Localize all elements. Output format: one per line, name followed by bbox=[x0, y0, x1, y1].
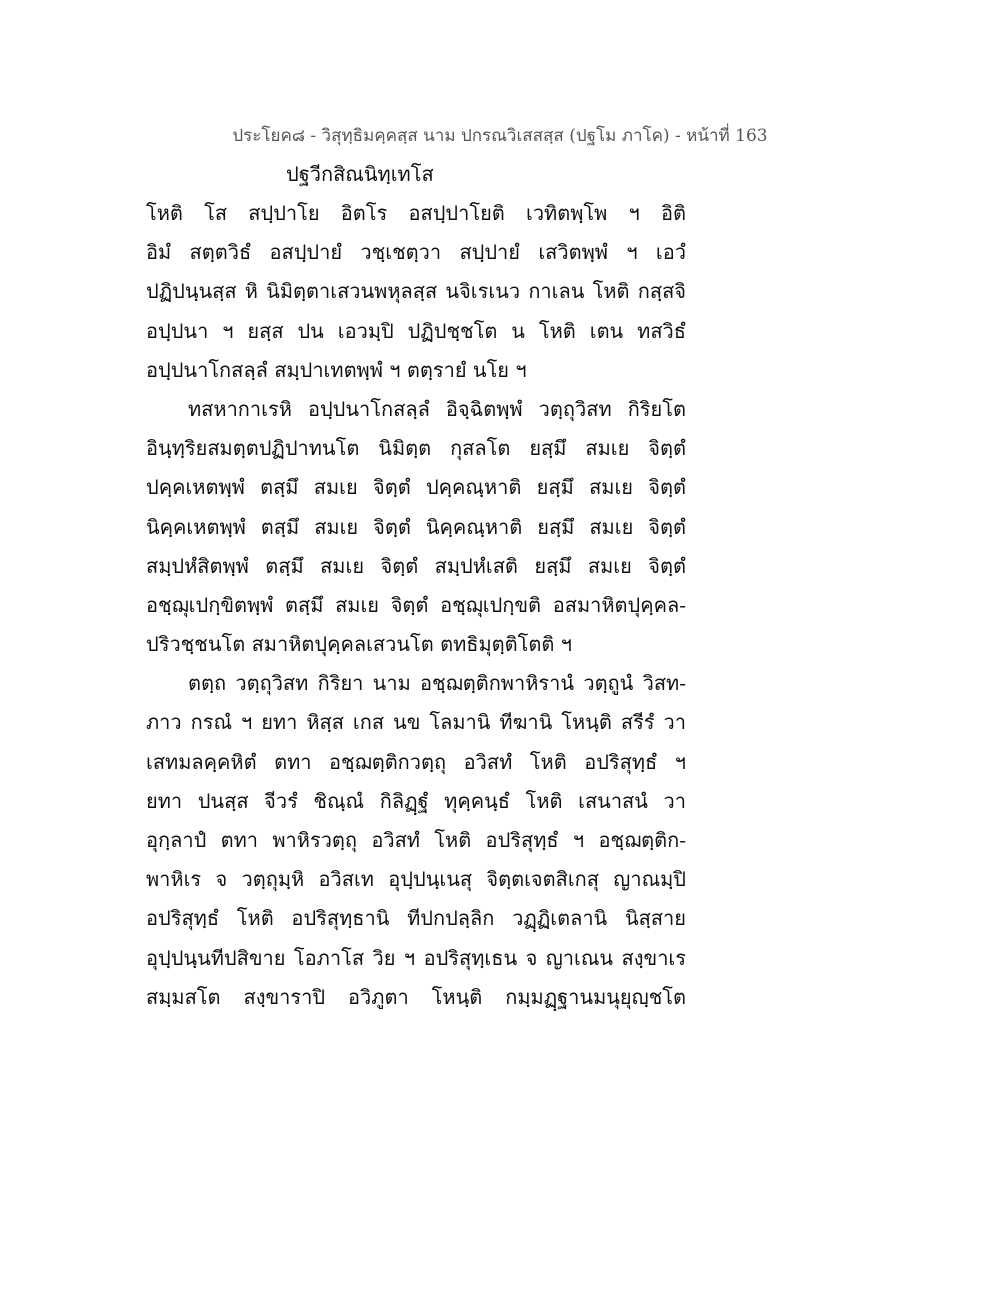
text-line: พาหิเร จ วตฺถุมฺหิ อวิสเท อุปฺปนฺเนสุ จิตฺตเจตสิเกสุ ญาณมฺปิ bbox=[146, 867, 686, 892]
body-text bbox=[146, 194, 686, 1017]
text-line: อปฺปนาโกสลฺลํ สมฺปาเทตพฺพํ ฯ ตตฺรายํ นโย ฯ bbox=[146, 357, 527, 382]
text-line: สมฺมสโต สงฺขาราปิ อวิภูตา โหนฺติ กมฺมฏฺฐานมนุยุญฺชโต bbox=[146, 984, 686, 1009]
text-line: อุกฺลาปํ ตทา พาหิรวตฺถุ อวิสทํ โหติ อปริสุทฺธํ ฯ อชฺฌตฺติก- bbox=[146, 828, 686, 852]
paragraph-first-line: ทสหากาเรหิ อปฺปนาโกสลฺลํ อิจฺฉิตพฺพํ วตฺถุวิสท กิริยโต bbox=[188, 396, 686, 421]
paragraph-first-line: ตตฺถ วตฺถุวิสท กิริยา นาม อชฺฌตฺติกพาหิรานํ วตฺถูนํ วิสท- bbox=[188, 671, 686, 696]
text-line: สมฺปหํสิตพฺพํ ตสฺมึ สมเย จิตฺตํ สมฺปหํเสติ ยสฺมึ สมเย จิตฺตํ bbox=[146, 553, 686, 578]
text-line: นิคฺคเหตพฺพํ ตสฺมึ สมเย จิตฺตํ นิคฺคณฺหาติ ยสฺมึ สมเย จิตฺตํ bbox=[146, 514, 686, 539]
text-line: อิมํ สตฺตวิธํ อสปฺปายํ วชฺเชตฺวา สปฺปายํ เสวิตพฺพํ ฯ เอวํ bbox=[146, 240, 686, 265]
text-line: อินฺทฺริยสมตฺตปฏิปาทนโต นิมิตฺต กุสลโต ยสฺมึ สมเย จิตฺตํ bbox=[146, 436, 686, 461]
text-line: อุปฺปนฺนทีปสิขาย โอภาโส วิย ฯ อปริสุทฺเธน จ ญาเณน สงฺขาเร bbox=[146, 945, 686, 970]
text-line: ปริวชฺชนโต สมาหิตปุคฺคลเสวนโต ตทธิมุตฺติโตติ ฯ bbox=[146, 632, 572, 657]
text-line: โหติ โส สปฺปาโย อิตโร อสปฺปาโยติ เวทิตพฺโพ ฯ อิติ bbox=[146, 201, 686, 225]
text-line: อปริสุทฺธํ โหติ อปริสุทฺธานิ ทีปกปลฺลิก วฏฺฏิเตลานิ นิสฺสาย bbox=[146, 906, 686, 931]
text-line: ปคฺคเหตพฺพํ ตสฺมึ สมเย จิตฺตํ ปคฺคณฺหาติ ยสฺมึ สมเย จิตฺตํ bbox=[146, 475, 686, 500]
text-line: ปฏิปนฺนสฺส หิ นิมิตฺตาเสวนพหุลสฺส นจิเรเนว กาเลน โหติ กสฺสจิ bbox=[146, 279, 686, 304]
text-line: อชฺฌุเปกฺขิตพฺพํ ตสฺมึ สมเย จิตฺตํ อชฺฌุเปกฺขติ อสมาหิตปุคฺคล- bbox=[146, 592, 686, 617]
text-line: ยทา ปนสฺส จีวรํ ชิณฺณํ กิลิฏฺฐํ ทุคฺคนฺธํ โหติ เสนาสนํ วา bbox=[146, 788, 686, 813]
text-line: ภาว กรณํ ฯ ยทา หิสฺส เกส นข โลมานิ ทีฆานิ โหนฺติ สรีรํ วา bbox=[146, 710, 686, 735]
section-title: ปฐวีกสิณนิทฺเทโส bbox=[286, 162, 434, 186]
text-line: เสทมลคฺคหิตํ ตทา อชฺฌตฺติกวตฺถุ อวิสทํ โหติ อปริสุทฺธํ ฯ bbox=[146, 749, 686, 774]
text-line: อปฺปนา ฯ ยสฺส ปน เอวมฺปิ ปฏิปชฺชโต น โหติ เตน ทสวิธํ bbox=[146, 318, 686, 343]
running-header: ประโยค๘ - วิสุทฺธิมคฺคสฺส นาม ปกรณวิเสสสฺส (ปฐโม ภาโค) - หน้าที่ 163 bbox=[232, 126, 768, 146]
